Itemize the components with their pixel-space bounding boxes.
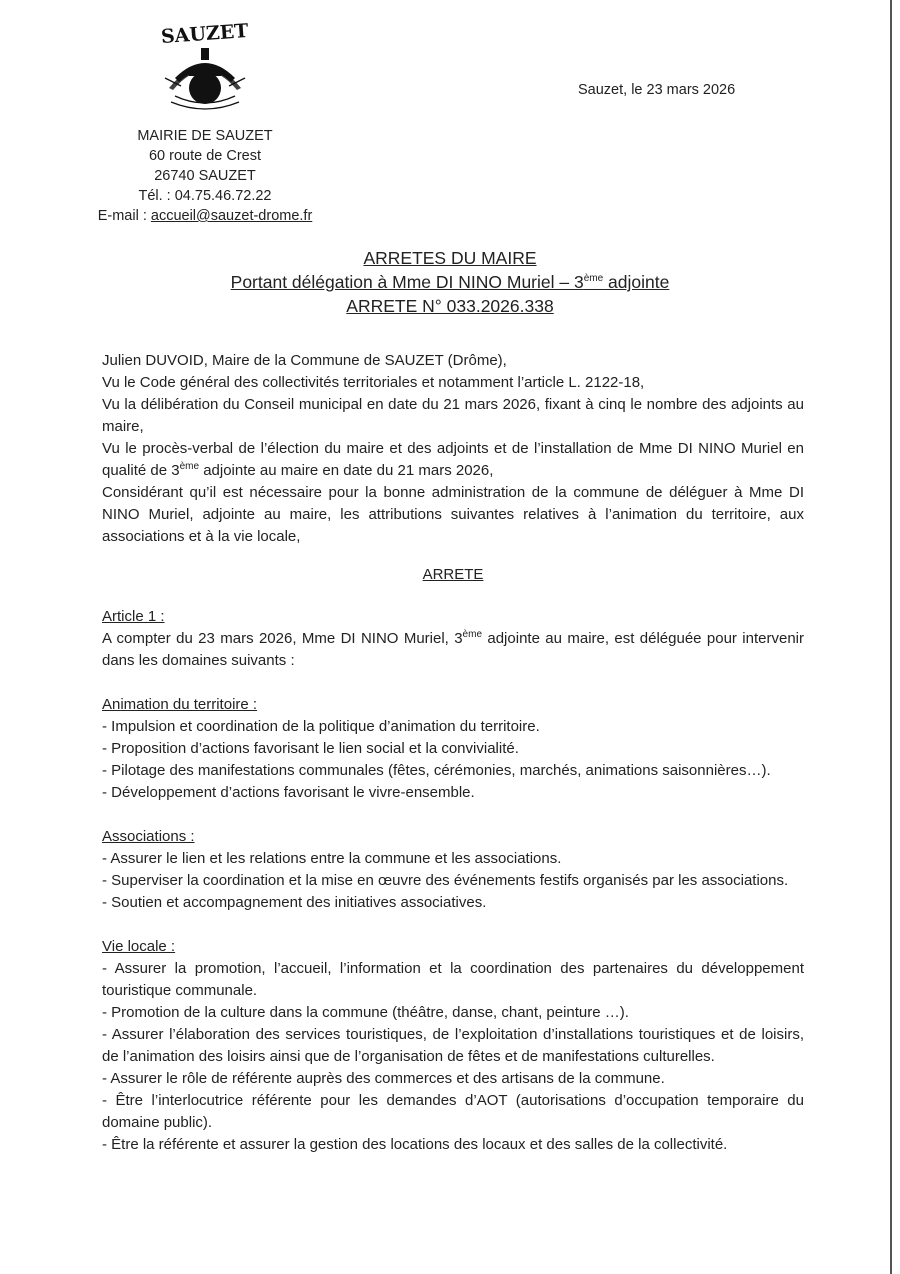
list-item: - Pilotage des manifestations communales (fêtes, cérémonies, marchés, animations saisonnières…). (102, 762, 771, 779)
article-1-text-prefix: A compter du 23 mars 2026, Mme DI NINO Muriel, 3 (102, 630, 463, 647)
document-title-block (0, 246, 900, 318)
article-1-text-sup: ème (462, 629, 482, 640)
list-item: - Soutien et accompagnement des initiatives associatives. (102, 894, 487, 911)
section-vie-locale-title: Vie locale : (102, 938, 176, 955)
title-line-2-sup: ème (583, 273, 604, 285)
preamble-code: Vu le Code général des collectivités territoriales et notamment l’article L. 2122-18, (102, 374, 645, 391)
list-item: - Promotion de la culture dans la commune (théâtre, danse, chant, peinture …). (102, 1004, 629, 1021)
list-item: - Être la référente et assurer la gestion des locations des locaux et des salles de la collectivité. (102, 1136, 728, 1153)
sauzet-coat-of-arms-logo (145, 18, 265, 118)
email-label: E-mail : (97, 208, 147, 224)
preamble-election-prefix: Vu le procès-verbal de l’élection du maire et des adjoints et de l’installation de Mme DI NINO Muriel en qualité de 3 (102, 440, 804, 479)
list-item: - Assurer le lien et les relations entre la commune et les associations. (102, 850, 562, 867)
list-item: - Proposition d’actions favorisant le lien social et la convivialité. (102, 740, 519, 757)
preamble-election-suffix: adjointe au maire en date du 21 mars 2026, (199, 462, 494, 479)
email-line (60, 206, 350, 226)
list-item: - Être l’interlocutrice référente pour les demandes d’AOT (autorisations d’occupation temporaire du domaine public). (102, 1092, 804, 1131)
list-item: - Superviser la coordination et la mise en œuvre des événements festifs organisés par les associations. (102, 872, 789, 889)
list-item: - Impulsion et coordination de la politique d’animation du territoire. (102, 718, 540, 735)
arrete-heading: ARRETE (422, 566, 484, 583)
preamble-mayor: Julien DUVOID, Maire de la Commune de SAUZET (Drôme), (102, 352, 507, 369)
list-item: - Développement d’actions favorisant le vivre-ensemble. (102, 784, 475, 801)
section-associations-title: Associations : (102, 828, 195, 845)
street-address: 60 route de Crest (148, 148, 262, 164)
title-line-3: ARRETE N° 033.2026.338 (346, 296, 554, 316)
email-link[interactable]: accueil@sauzet-drome.fr (150, 208, 313, 224)
list-item: - Assurer la promotion, l’accueil, l’information et la coordination des partenaires du développement touristique communale. (102, 960, 804, 999)
title-line-1: ARRETES DU MAIRE (363, 248, 537, 268)
title-line-2-suffix: adjointe (603, 272, 670, 292)
logo-text: SAUZET (160, 19, 250, 49)
mairie-name: MAIRIE DE SAUZET (137, 128, 273, 144)
list-item: - Assurer l’élaboration des services touristiques, de l’exploitation d’installations touristiques et de loisirs, de l’animation des loisirs ainsi que de l’organisation de fêtes et de manifestations culturelles. (102, 1026, 804, 1065)
phone-number: Tél. : 04.75.46.72.22 (138, 188, 272, 204)
postal-city: 26740 SAUZET (154, 168, 256, 184)
preamble-deliberation: Vu la délibération du Conseil municipal en date du 21 mars 2026, fixant à cinq le nombre des adjoints au maire, (102, 396, 804, 435)
document-date: Sauzet, le 23 mars 2026 (578, 82, 736, 98)
preamble-election-sup: ème (179, 461, 200, 472)
title-line-2-prefix: Portant délégation à Mme DI NINO Muriel – 3 (230, 272, 584, 292)
preamble-considering: Considérant qu’il est nécessaire pour la bonne administration de la commune de déléguer à Mme DI NINO Muriel, adjointe au maire, les attributions suivantes relatives à l’animation du territoire, aux associations et à la vie locale, (102, 484, 804, 545)
letterhead (60, 18, 350, 226)
article-1-title: Article 1 : (102, 608, 165, 625)
page-edge (890, 0, 892, 1274)
address-block (60, 126, 350, 226)
section-animation-title: Animation du territoire : (102, 696, 258, 713)
document-body (102, 350, 804, 1156)
list-item: - Assurer le rôle de référente auprès des commerces et des artisans de la commune. (102, 1070, 665, 1087)
preamble-election (102, 438, 804, 482)
article-1-text-suffix: adjointe au maire, est déléguée pour intervenir dans les domaines suivants : (102, 630, 804, 669)
article-1-text (102, 628, 804, 672)
title-line-2 (0, 270, 900, 294)
